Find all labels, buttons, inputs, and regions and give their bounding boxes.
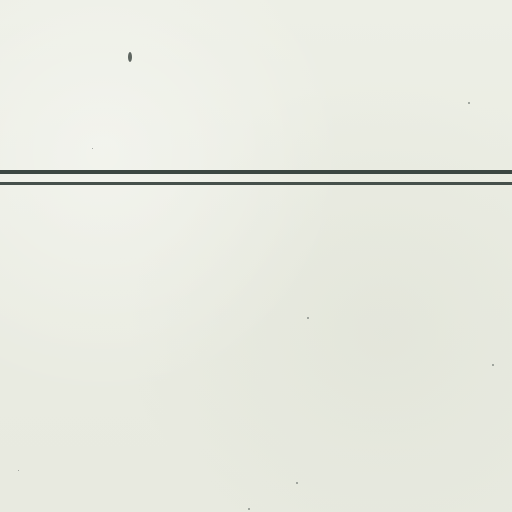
paper-speck bbox=[18, 470, 19, 471]
double-rule-bottom-line bbox=[0, 182, 512, 185]
paper-speck bbox=[92, 148, 93, 149]
ink-speck bbox=[128, 52, 132, 62]
paper-speck bbox=[248, 508, 250, 510]
paper-speck bbox=[468, 102, 470, 104]
paper-speck bbox=[492, 364, 494, 366]
paper-speck bbox=[296, 482, 298, 484]
paper-speck bbox=[307, 317, 309, 319]
double-rule-top-line bbox=[0, 170, 512, 174]
